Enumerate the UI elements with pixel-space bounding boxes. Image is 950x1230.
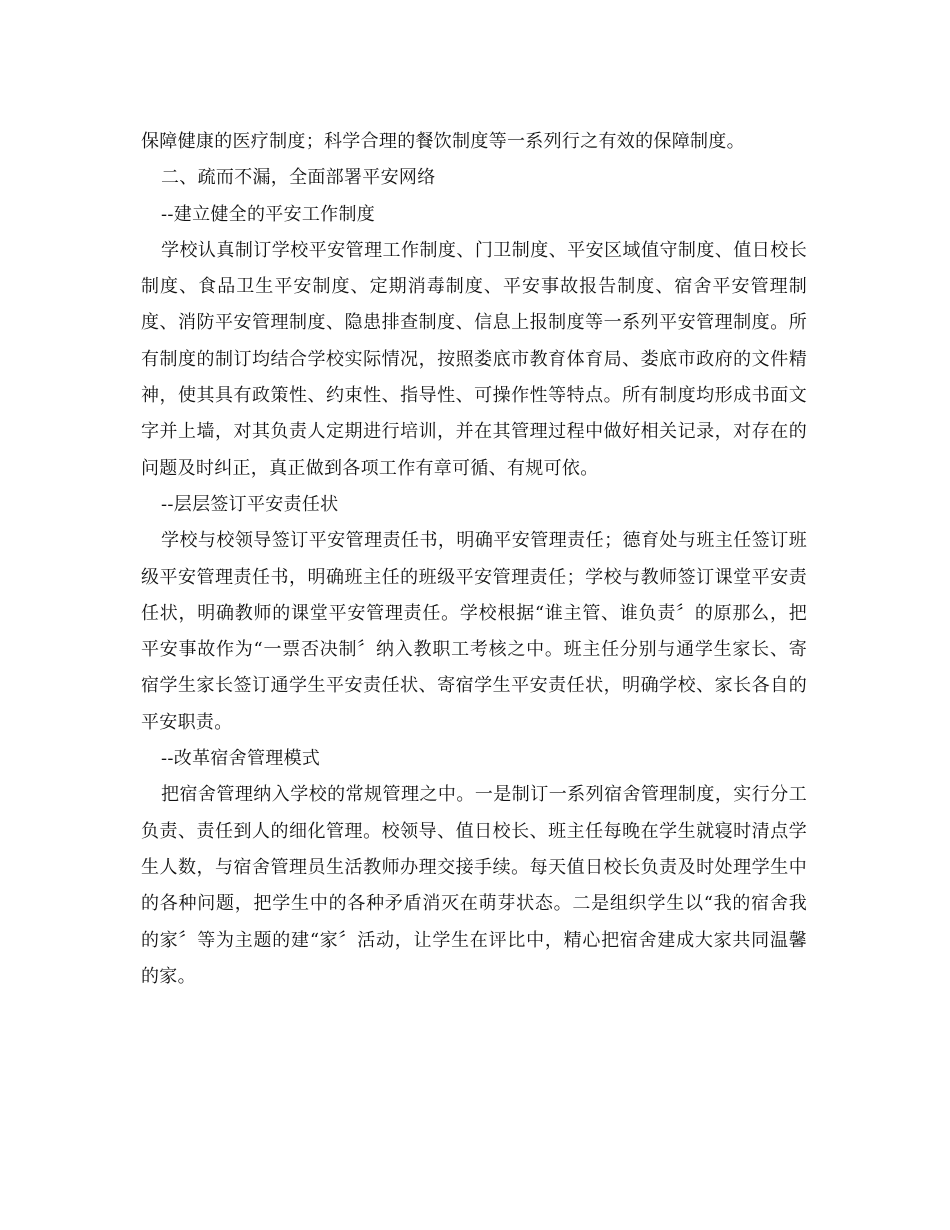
paragraph-guarantee-systems: 保障健康的医疗制度；科学合理的餐饮制度等一系列行之有效的保障制度。 <box>141 131 745 152</box>
paragraph-dormitory: 把宿舍管理纳入学校的常规管理之中。一是制订一系列宿舍管理制度，实行分工负责、责任到人的细化管理。校领导、值日校长、班主任每晚在学生就寝时清点学生人数，与宿舍管理员生活教师办理交接手续。每天值日校长负责及时处理学生中的各种问题，把学生中的各种矛盾消灭在萌芽状态。二是组织学生以“我的宿舍我的家〞等为主题的建“家〞活动，让学生在评比中，精心把宿舍建成大家共同温馨的家。 <box>141 784 807 987</box>
section-heading-safety-network: 二、疏而不漏，全面部署平安网络 <box>161 167 436 189</box>
subheading-responsibility: --层层签订平安责任状 <box>161 493 339 515</box>
subheading-safety-rules: --建立健全的平安工作制度 <box>161 203 376 225</box>
document-body <box>141 124 807 995</box>
paragraph-responsibility: 学校与校领导签订平安管理责任书，明确平安管理责任；德育处与班主任签订班级平安管理责任书，明确班主任的班级平安管理责任；学校与教师签订课堂平安责任状，明确教师的课堂平安管理责任。学校根据“谁主管、谁负责〞的原那么，把平安事故作为“一票否决制〞纳入教职工考核之中。班主任分别与通学生家长、寄宿学生家长签订通学生平安责任状、寄宿学生平安责任状，明确学校、家长各自的平安职责。 <box>141 530 807 733</box>
paragraph-safety-rules: 学校认真制订学校平安管理工作制度、门卫制度、平安区域值守制度、值日校长制度、食品卫生平安制度、定期消毒制度、平安事故报告制度、宿舍平安管理制度、消防平安管理制度、隐患排查制度、信息上报制度等一系列平安管理制度。所有制度的制订均结合学校实际情况，按照娄底市教育体育局、娄底市政府的文件精神，使其具有政策性、约束性、指导性、可操作性等特点。所有制度均形成书面文字并上墙，对其负责人定期进行培训，并在其管理过程中做好相关记录，对存在的问题及时纠正，真正做到各项工作有章可循、有规可依。 <box>141 239 807 479</box>
subheading-dormitory: --改革宿舍管理模式 <box>161 748 321 770</box>
